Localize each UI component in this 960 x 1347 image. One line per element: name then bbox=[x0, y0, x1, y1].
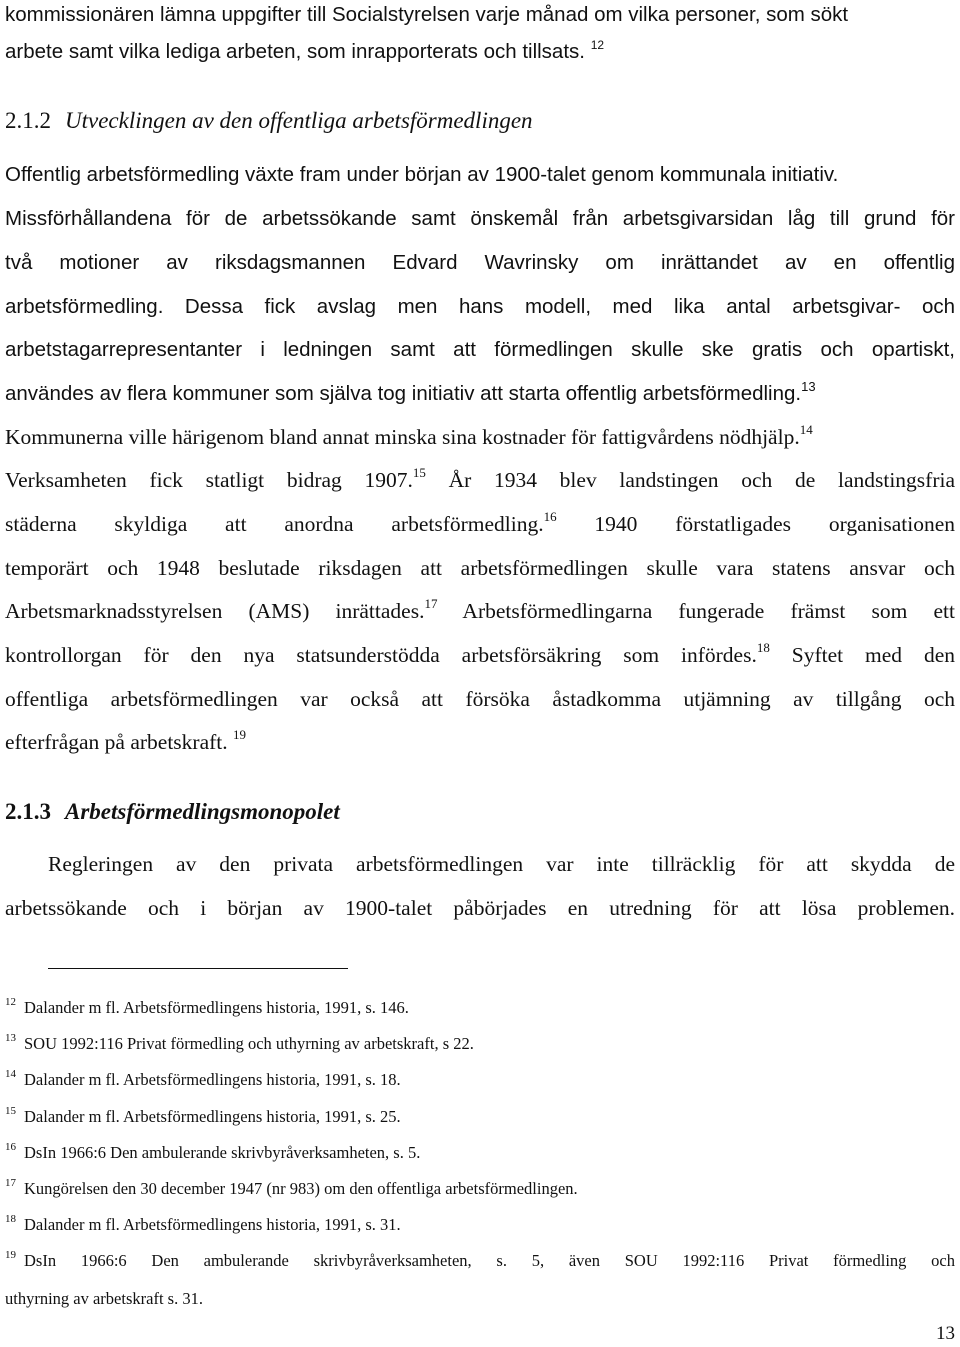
footnote-19 bbox=[5, 1250, 955, 1272]
footnote-text: SOU 1992:116 Privat förmedling och uthyrning av arbetskraft, s 22. bbox=[24, 1034, 474, 1053]
footnote-ref-18: 18 bbox=[756, 640, 770, 655]
body-line-7-text: Kommunerna ville härigenom bland annat minska sina kostnader för fattigvårdens nödhjälp. bbox=[5, 425, 800, 449]
footnote-ref-16: 16 bbox=[543, 509, 557, 524]
intro-line-2 bbox=[5, 39, 955, 65]
body-line-2: Missförhållandena för de arbetssökande samt önskemål från arbetsgivarsidan låg till grund för bbox=[5, 207, 955, 230]
body-line-11-a: Arbetsmarknadsstyrelsen (AMS) inrättades. bbox=[5, 599, 425, 623]
footnote-13 bbox=[5, 1033, 955, 1055]
footnote-ref-14: 14 bbox=[799, 422, 813, 437]
body-line-12-a: kontrollorgan för den nya statsunderstödda arbetsförsäkring som infördes. bbox=[5, 643, 757, 667]
footnote-text: DsIn 1966:6 Den ambulerande skrivbyråverksamheten, s. 5, även SOU 1992:116 Privat förmedling och bbox=[24, 1251, 955, 1270]
footnote-number: 15 bbox=[5, 1105, 16, 1117]
intro-line-1: kommissionären lämna uppgifter till Socialstyrelsen varje månad om vilka personer, som sökt bbox=[5, 3, 849, 26]
footnote-ref-19: 19 bbox=[233, 727, 246, 742]
section-title: Utvecklingen av den offentliga arbetsförmedlingen bbox=[65, 108, 533, 133]
body-line-7 bbox=[5, 424, 955, 450]
body-line-9-a: städerna skyldiga att anordna arbetsförmedling. bbox=[5, 512, 544, 536]
section-number: 2.1.3 bbox=[5, 799, 51, 824]
footnote-text: Dalander m fl. Arbetsförmedlingens historia, 1991, s. 146. bbox=[24, 998, 409, 1017]
body-line-8-b: År 1934 blev landstingen och de landstingsfria bbox=[448, 468, 955, 492]
body-line-1: Offentlig arbetsförmedling växte fram under början av 1900-talet genom kommunala initiativ. bbox=[5, 163, 839, 186]
footnote-number: 18 bbox=[5, 1213, 16, 1225]
body-line-5: arbetstagarrepresentanter i ledningen samt att förmedlingen skulle ske gratis och opartiskt, bbox=[5, 338, 955, 361]
section-number: 2.1.2 bbox=[5, 108, 51, 133]
footnote-12 bbox=[5, 997, 955, 1019]
footnote-number: 12 bbox=[5, 996, 16, 1008]
body-line-12 bbox=[5, 642, 955, 668]
footnote-separator bbox=[48, 968, 348, 969]
intro-line-2-text: arbete samt vilka lediga arbeten, som inrapporterats och tillsats. bbox=[5, 40, 585, 63]
footnote-16 bbox=[5, 1142, 955, 1164]
footnote-text: Dalander m fl. Arbetsförmedlingens historia, 1991, s. 18. bbox=[24, 1070, 401, 1089]
body-line-13: offentliga arbetsförmedlingen var också att försöka åstadkomma utjämning av tillgång och bbox=[5, 687, 955, 711]
body-line-14 bbox=[5, 729, 955, 755]
body-line-12-b: Syftet med den bbox=[791, 643, 955, 667]
body-line-8 bbox=[5, 467, 955, 493]
body-line-213-2: arbetssökande och i början av 1900-talet påbörjades en utredning för att lösa problemen. bbox=[5, 896, 955, 920]
footnote-number: 17 bbox=[5, 1177, 16, 1189]
body-line-213-1: Regleringen av den privata arbetsförmedlingen var inte tillräcklig för att skydda de bbox=[48, 852, 955, 876]
body-line-11 bbox=[5, 598, 955, 624]
footnote-number: 14 bbox=[5, 1068, 16, 1080]
body-line-3: två motioner av riksdagsmannen Edvard Wavrinsky om inrättandet av en offentlig bbox=[5, 251, 955, 274]
footnote-text: Dalander m fl. Arbetsförmedlingens historia, 1991, s. 31. bbox=[24, 1215, 401, 1234]
footnote-number: 16 bbox=[5, 1141, 16, 1153]
body-line-8-a: Verksamheten fick statligt bidrag 1907. bbox=[5, 468, 413, 492]
footnote-text: Dalander m fl. Arbetsförmedlingens historia, 1991, s. 25. bbox=[24, 1107, 401, 1126]
section-title: Arbetsförmedlingsmonopolet bbox=[65, 799, 340, 824]
footnote-number: 13 bbox=[5, 1032, 16, 1044]
footnote-ref-15: 15 bbox=[412, 465, 426, 480]
body-line-6-text: användes av flera kommuner som själva tog initiativ att starta offentlig arbetsförmedling. bbox=[5, 382, 802, 405]
footnote-14 bbox=[5, 1069, 955, 1091]
footnote-text: DsIn 1966:6 Den ambulerande skrivbyråverksamheten, s. 5. bbox=[24, 1143, 421, 1162]
section-heading-2-1-2 bbox=[5, 107, 533, 135]
footnote-ref-17: 17 bbox=[424, 596, 438, 611]
section-heading-2-1-3 bbox=[5, 798, 340, 826]
body-line-9 bbox=[5, 511, 955, 537]
body-line-9-b: 1940 förstatligades organisationen bbox=[594, 512, 956, 536]
body-line-14-text: efterfrågan på arbetskraft. bbox=[5, 730, 228, 754]
body-line-10: temporärt och 1948 beslutade riksdagen att arbetsförmedlingen skulle vara statens ansvar och bbox=[5, 556, 955, 580]
body-line-6 bbox=[5, 381, 955, 407]
footnote-text: Kungörelsen den 30 december 1947 (nr 983) om den offentliga arbetsförmedlingen. bbox=[24, 1179, 578, 1198]
footnote-19-continued: uthyrning av arbetskraft s. 31. bbox=[5, 1289, 203, 1308]
body-line-4: arbetsförmedling. Dessa fick avslag men hans modell, med lika antal arbetsgivar- och bbox=[5, 295, 955, 318]
footnote-ref-13: 13 bbox=[801, 379, 816, 394]
footnote-number: 19 bbox=[5, 1249, 16, 1261]
page-number: 13 bbox=[936, 1323, 955, 1344]
footnote-18 bbox=[5, 1214, 955, 1236]
footnote-ref-12: 12 bbox=[590, 38, 605, 52]
body-line-11-b: Arbetsförmedlingarna fungerade främst som ett bbox=[462, 599, 955, 623]
footnote-17 bbox=[5, 1178, 955, 1200]
footnote-15 bbox=[5, 1106, 955, 1128]
